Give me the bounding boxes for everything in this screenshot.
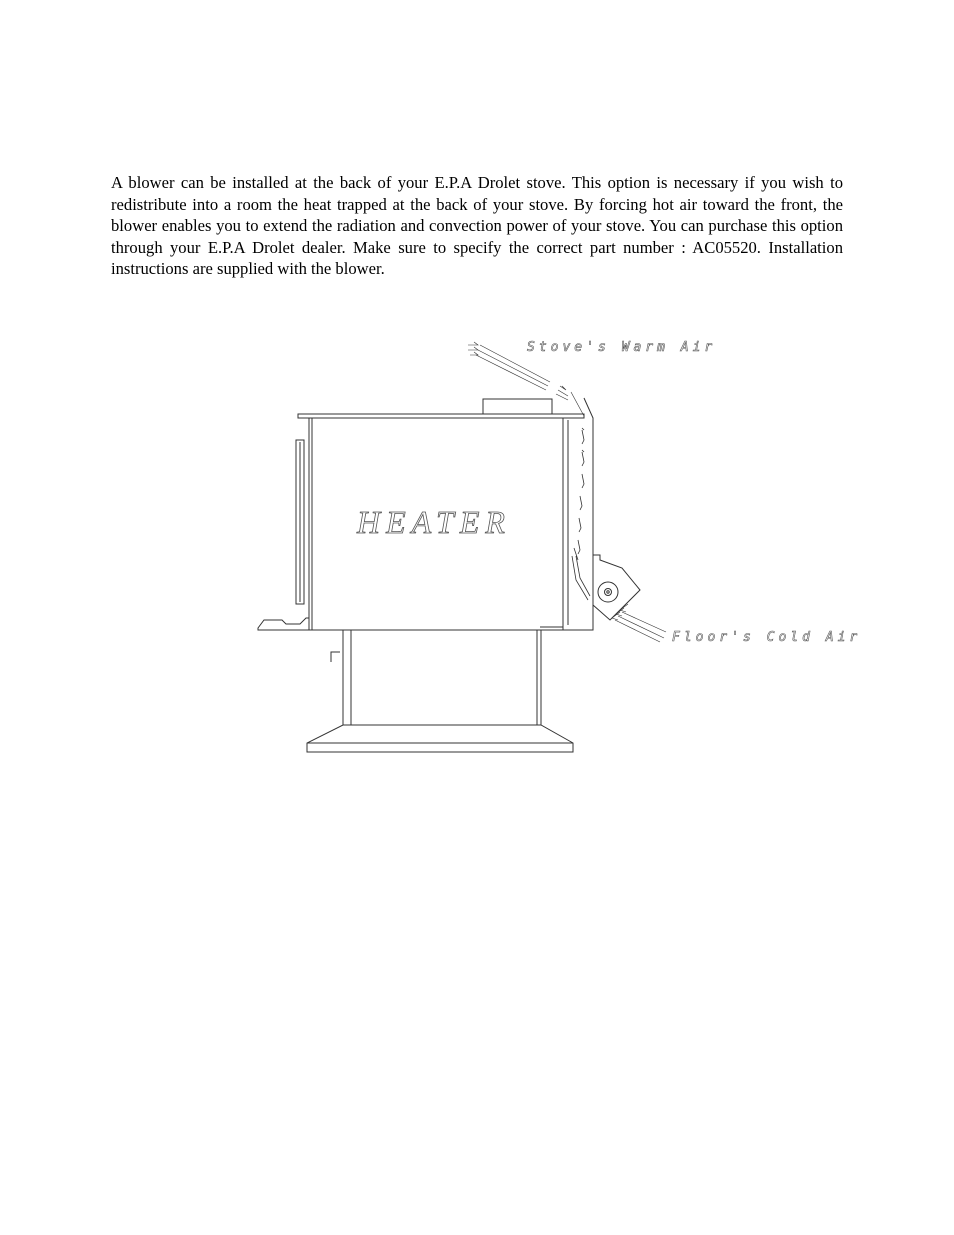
cold-air-intake-lines — [612, 604, 666, 642]
warm-air-label: Stove's Warm Air — [527, 340, 717, 355]
stove-top-plate — [298, 414, 584, 418]
front-ash-lip — [258, 618, 309, 630]
pedestal — [343, 630, 541, 725]
cold-air-label: Floor's Cold Air — [672, 630, 862, 645]
pedestal-clip — [331, 652, 340, 662]
rear-blower-duct — [563, 392, 593, 630]
base-plate — [307, 725, 573, 752]
duct-airflow-arrows — [572, 428, 590, 600]
flue-collar — [483, 399, 552, 414]
front-door-panel — [296, 440, 304, 604]
blower-housing — [593, 555, 640, 620]
blower-description-paragraph: A blower can be installed at the back of your E.P.A Drolet stove. This option is necessary if you wish to redistribute into a room the heat trapped at the back of your stove. By forcing hot air toward the front, the blower enables you to extend the radiation and convection power of your stove. You can purchase this option through your E.P.A Drolet dealer. Make sure to specify the correct part number : AC05520. Installation instructions are supplied with the blower. — [111, 173, 843, 279]
heater-label: HEATER — [357, 504, 511, 540]
